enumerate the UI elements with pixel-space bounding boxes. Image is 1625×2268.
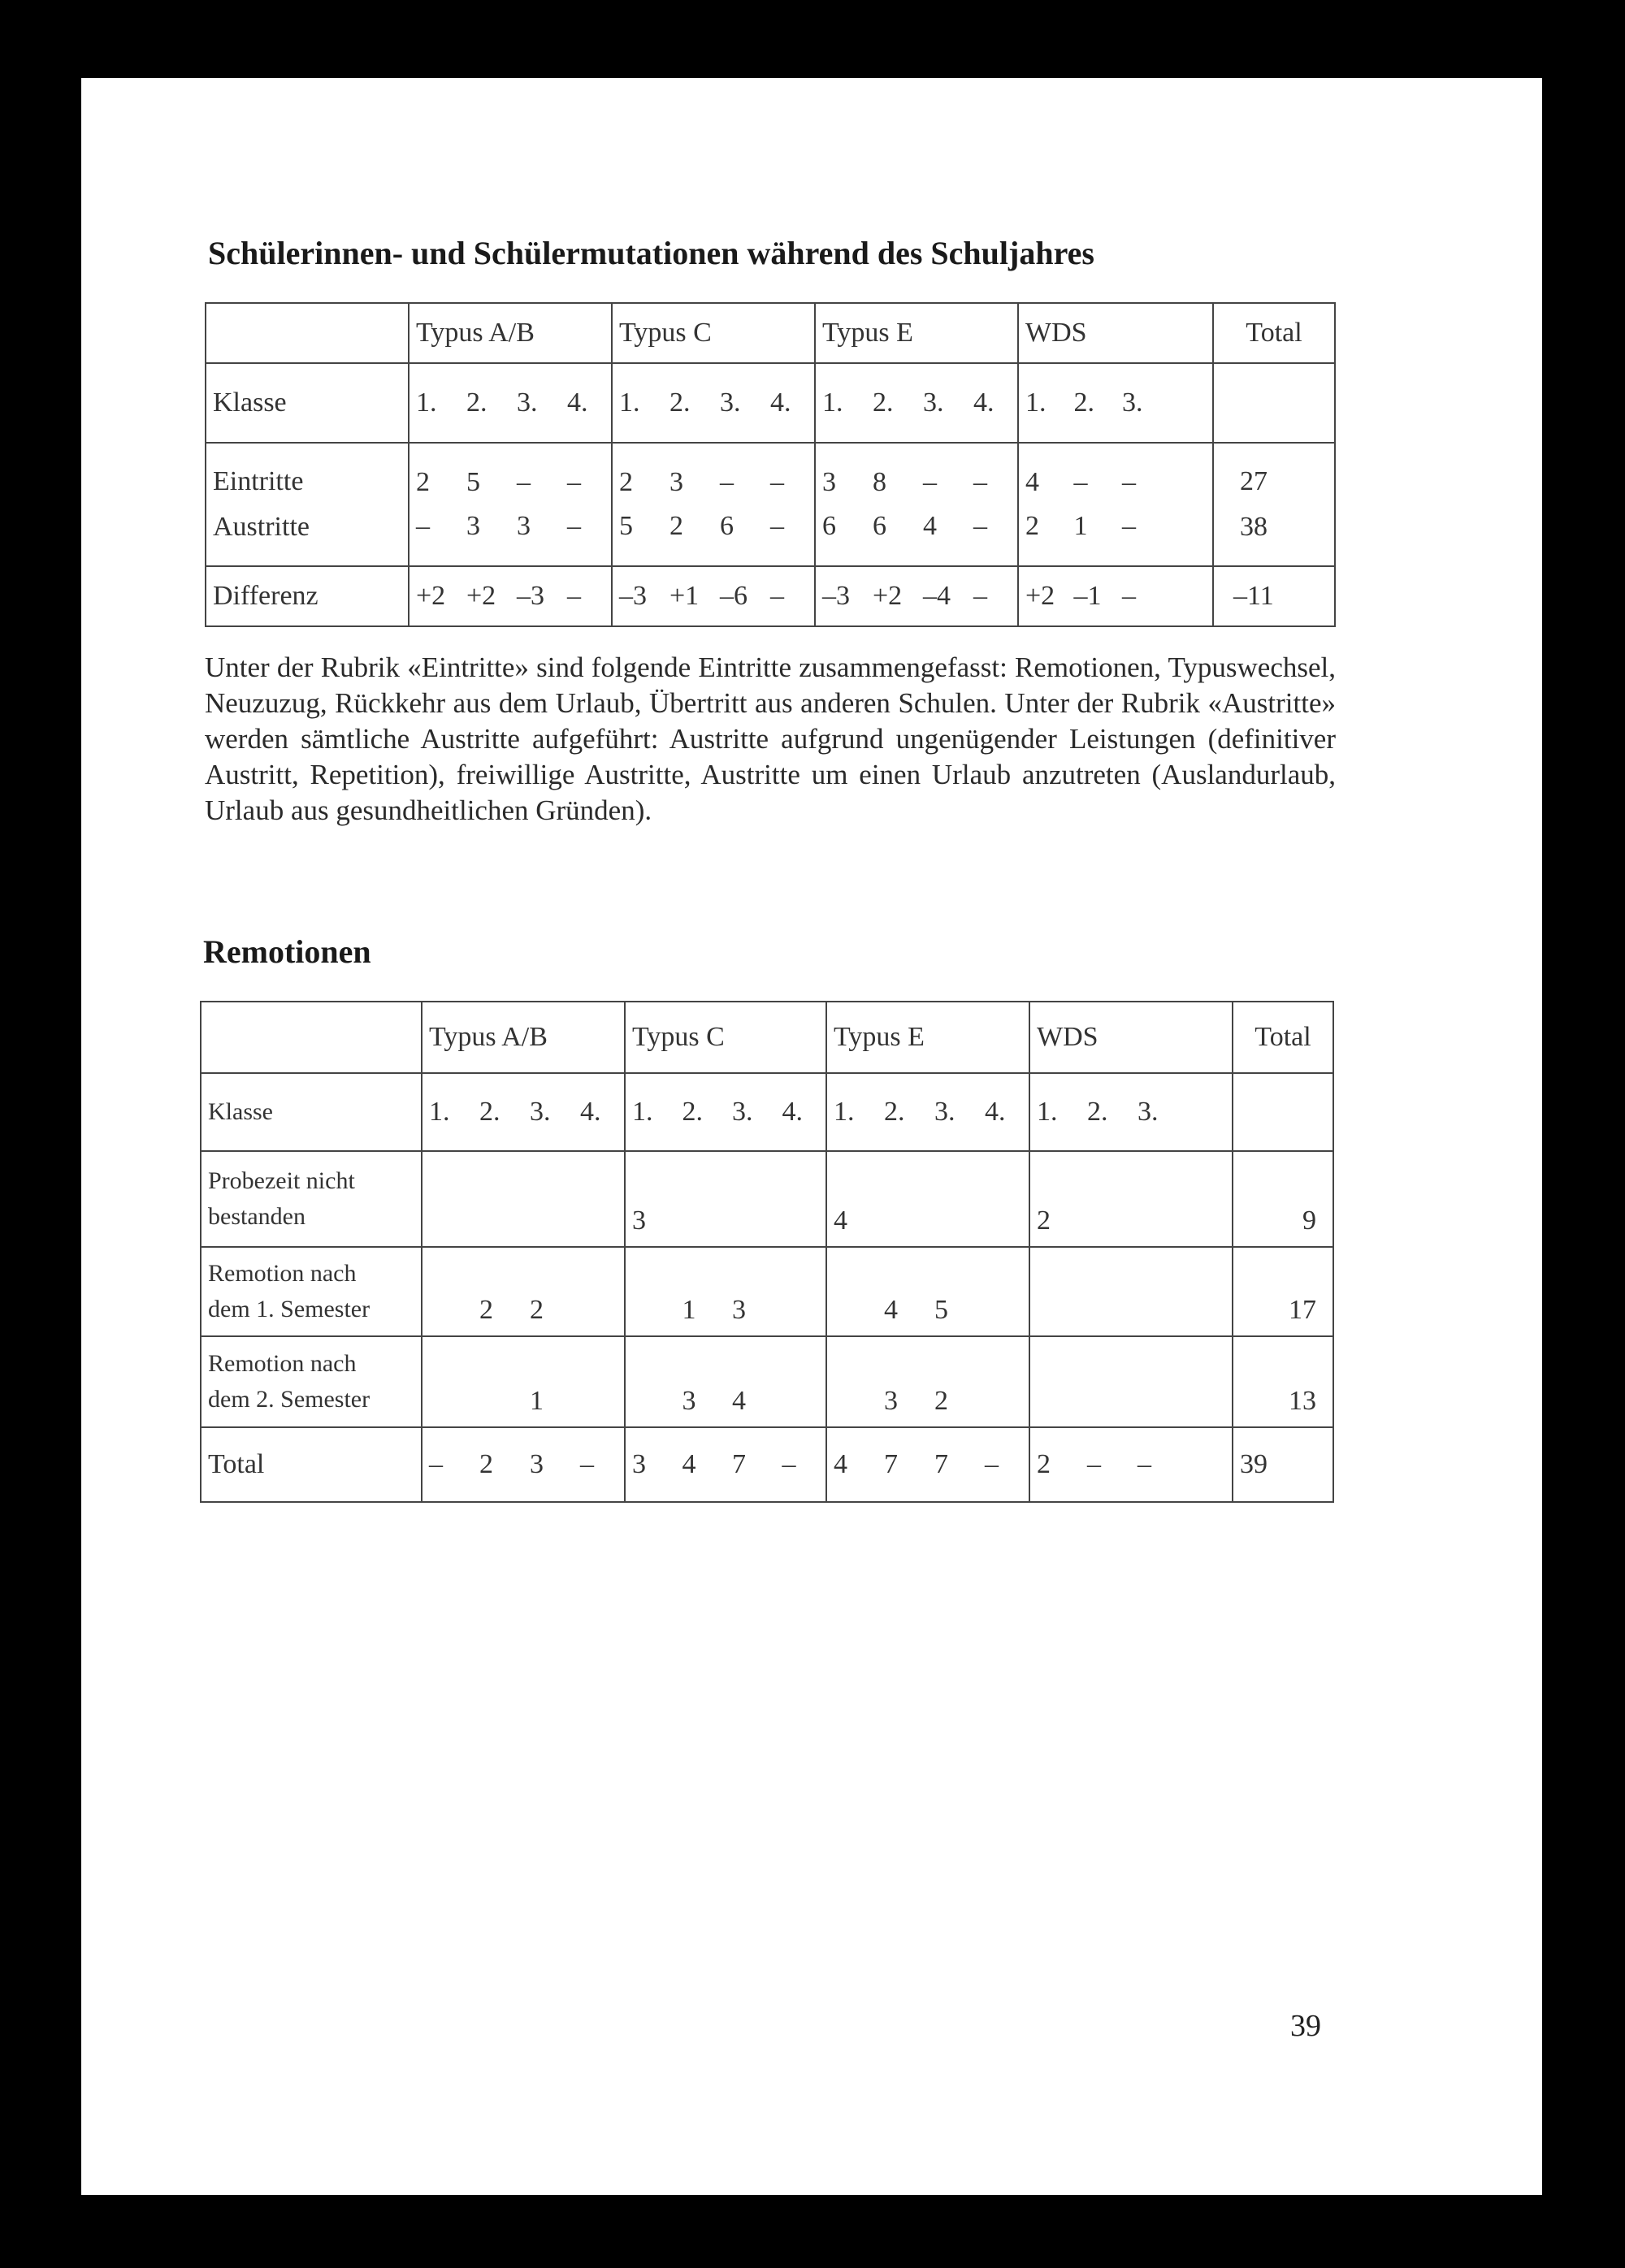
table-cell: –6 <box>720 581 748 611</box>
table-cell: 5 <box>619 511 633 541</box>
table-cell <box>574 1295 624 1326</box>
table-cell <box>473 1386 523 1417</box>
table-cell: 3. <box>517 387 538 418</box>
table-cell: 1. <box>632 1097 653 1127</box>
table-cell: 3 <box>517 511 531 541</box>
table-cell: 3 <box>466 511 480 541</box>
table-cell: – <box>1073 467 1088 497</box>
ein-aus-cell-ab <box>409 443 612 566</box>
table-cell: +2 <box>1025 581 1055 611</box>
row-label-total: Total <box>201 1427 422 1502</box>
ein-aus-cell-wds <box>1018 443 1213 566</box>
section-title-remotionen: Remotionen <box>203 933 371 970</box>
table-cell: 3 <box>822 467 836 497</box>
table-cell: – <box>1138 1449 1151 1479</box>
header-total: Total <box>1233 1002 1333 1073</box>
table-cell <box>676 1205 726 1236</box>
table-cell <box>978 1295 1029 1326</box>
table-cell: – <box>517 467 531 497</box>
table-cell: – <box>567 511 581 541</box>
table-cell: 6 <box>720 511 734 541</box>
table-cell: – <box>770 511 784 541</box>
table-cell: 2. <box>884 1097 905 1127</box>
remotion2-cell-c <box>625 1336 826 1427</box>
table-cell: 6 <box>822 511 836 541</box>
table-cell: –3 <box>619 581 647 611</box>
header-typus-ab: Typus A/B <box>409 303 612 363</box>
header-wds: WDS <box>1018 303 1213 363</box>
table-cell: 3 <box>732 1295 746 1325</box>
row-label-austritte: Austritte <box>213 512 310 542</box>
table-row-eintritte-austritte <box>206 443 1335 566</box>
table-cell: +2 <box>416 581 446 611</box>
table-cell: 3 <box>670 467 683 497</box>
table-cell: 7 <box>934 1449 948 1479</box>
row-label-klasse: Klasse <box>206 363 409 443</box>
document-page <box>81 78 1542 2195</box>
probezeit-cell-wds <box>1029 1151 1233 1247</box>
table-cell: 3. <box>1122 387 1143 418</box>
table-cell: 2 <box>530 1295 544 1325</box>
table-cell <box>1081 1205 1131 1236</box>
klasse-cell-c <box>625 1073 826 1151</box>
row-label-differenz: Differenz <box>206 566 409 626</box>
remotion1-cell-total: 17 <box>1233 1247 1333 1336</box>
table-cell: 4. <box>973 387 994 418</box>
row-label-remotion-2 <box>201 1336 422 1427</box>
table-row-klasse <box>206 363 1335 443</box>
table-cell: 1. <box>822 387 843 418</box>
table-cell: 1 <box>682 1295 696 1325</box>
total-austritte: 38 <box>1240 512 1268 542</box>
klasse-cell-ab <box>422 1073 625 1151</box>
table-cell: 5 <box>466 467 480 497</box>
table-cell: 2. <box>873 387 894 418</box>
table-cell <box>827 1386 878 1417</box>
table-row-differenz <box>206 566 1335 626</box>
header-wds: WDS <box>1029 1002 1233 1073</box>
table-header-row <box>201 1002 1333 1073</box>
probezeit-cell-e <box>826 1151 1029 1247</box>
table-cell: 2. <box>466 387 488 418</box>
table-cell: 4 <box>732 1386 746 1416</box>
probezeit-cell-c <box>625 1151 826 1247</box>
table-cell: 2 <box>1037 1205 1051 1236</box>
explanation-paragraph: Unter der Rubrik «Eintritte» sind folgende Eintritte zusammengefasst: Remotionen, Typuswechsel, Neuzuzug, Rückkehr aus dem Urlaub, Übertritt aus anderen Schulen. Unter der Rubrik «Austritte» werden sämtliche Austritte aufgeführt: Austritte aufgrund ungenügender Leistungen (definitiver Austritt, Repetition), freiwillige Austritte, Austritte um einen Urlaub anzutreten (Auslandurlaub, Urlaub aus gesundheitlichen Gründen). <box>205 651 1336 826</box>
table-cell: – <box>973 511 987 541</box>
klasse-cell-e <box>826 1073 1029 1151</box>
header-typus-c: Typus C <box>612 303 815 363</box>
table-cell: 2 <box>619 467 633 497</box>
klasse-cell-wds <box>1029 1073 1233 1151</box>
table-header-row <box>206 303 1335 363</box>
table-cell <box>776 1295 826 1326</box>
table-cell: 4. <box>770 387 791 418</box>
table-cell <box>1131 1205 1181 1236</box>
ein-aus-cell-total <box>1213 443 1335 566</box>
table-cell: – <box>923 467 937 497</box>
table-cell: 4 <box>682 1449 696 1479</box>
ein-aus-cell-c <box>612 443 815 566</box>
page-number: 39 <box>1290 2009 1321 2043</box>
table-cell: –4 <box>923 581 951 611</box>
klasse-cell-total <box>1233 1073 1333 1151</box>
row-label-probezeit <box>201 1151 422 1247</box>
table-row-remotion-2 <box>201 1336 1333 1427</box>
table-cell: 7 <box>884 1449 898 1479</box>
table-cell: 1. <box>1025 387 1046 418</box>
total-differenz: –11 <box>1233 581 1274 611</box>
table-cell: 4 <box>884 1295 898 1325</box>
table-cell: 3 <box>884 1386 898 1416</box>
klasse-cell-wds <box>1018 363 1213 443</box>
table-cell: 2. <box>1087 1097 1108 1127</box>
table-cell: 4 <box>834 1205 847 1236</box>
table-cell <box>422 1386 473 1417</box>
table-cell: 2. <box>682 1097 703 1127</box>
table-cell: – <box>416 511 430 541</box>
remotion1-cell-c <box>625 1247 826 1336</box>
table-cell: 3 <box>530 1449 544 1479</box>
table-cell: +1 <box>670 581 700 611</box>
table-cell: 8 <box>873 467 886 497</box>
table-cell: +2 <box>873 581 903 611</box>
header-typus-c: Typus C <box>625 1002 826 1073</box>
table-cell: 2 <box>670 511 683 541</box>
row-label-remotion-1 <box>201 1247 422 1336</box>
table-cell: 3. <box>530 1097 551 1127</box>
table-cell: – <box>567 467 581 497</box>
table-cell <box>928 1205 978 1236</box>
table-cell: 4 <box>1025 467 1039 497</box>
table-row-remotion-1 <box>201 1247 1333 1336</box>
table-cell: –1 <box>1073 581 1102 611</box>
header-typus-e: Typus E <box>826 1002 1029 1073</box>
table-cell: – <box>1122 511 1136 541</box>
total-cell-c <box>625 1427 826 1502</box>
header-cell-empty <box>206 303 409 363</box>
probezeit-cell-total: 9 <box>1233 1151 1333 1247</box>
table-cell: 4. <box>782 1097 803 1127</box>
table-cell: 1. <box>416 387 437 418</box>
probezeit-cell-ab <box>422 1151 625 1247</box>
header-typus-ab: Typus A/B <box>422 1002 625 1073</box>
table-cell: 3 <box>632 1205 646 1236</box>
table-cell: 2 <box>416 467 430 497</box>
table-cell: – <box>580 1449 594 1479</box>
ein-aus-cell-e <box>815 443 1018 566</box>
table-cell: 1. <box>429 1097 450 1127</box>
table-cell: 3. <box>732 1097 753 1127</box>
table-cell: 4 <box>923 511 937 541</box>
table-cell: – <box>985 1449 999 1479</box>
remotion2-cell-total: 13 <box>1233 1336 1333 1427</box>
row-label-line: Remotion nach <box>208 1350 357 1377</box>
row-label-klasse: Klasse <box>201 1073 422 1151</box>
table-cell: – <box>567 581 581 611</box>
total-cell-ab <box>422 1427 625 1502</box>
table-cell: – <box>720 467 734 497</box>
table-cell: 4 <box>834 1449 847 1479</box>
row-label-line: Probezeit nicht <box>208 1167 355 1194</box>
total-cell-total: 39 <box>1233 1427 1333 1502</box>
differenz-cell-e <box>815 566 1018 626</box>
table-cell: 1 <box>530 1386 544 1416</box>
table-cell: – <box>770 581 784 611</box>
table-cell: 1 <box>1073 511 1088 541</box>
klasse-cell-c <box>612 363 815 443</box>
table-cell <box>726 1205 776 1236</box>
table-cell: 3 <box>632 1449 646 1479</box>
row-label-ein-austritte <box>206 443 409 566</box>
table-row-probezeit <box>201 1151 1333 1247</box>
remotion1-cell-ab <box>422 1247 625 1336</box>
table-cell: – <box>1122 467 1136 497</box>
klasse-cell-e <box>815 363 1018 443</box>
differenz-cell-c <box>612 566 815 626</box>
differenz-cell-total <box>1213 566 1335 626</box>
table-row-klasse <box>201 1073 1333 1151</box>
remotion2-cell-wds <box>1029 1336 1233 1427</box>
table-cell: 3. <box>720 387 741 418</box>
table-cell: – <box>782 1449 796 1479</box>
table-cell: – <box>770 467 784 497</box>
table-cell: 3. <box>923 387 944 418</box>
table-cell: 2 <box>934 1386 948 1416</box>
table-cell: 2 <box>1037 1449 1051 1479</box>
table-cell: –3 <box>822 581 850 611</box>
total-eintritte: 27 <box>1240 466 1268 496</box>
row-label-line: bestanden <box>208 1203 306 1230</box>
table-cell: 4. <box>580 1097 601 1127</box>
table-cell: – <box>973 581 987 611</box>
differenz-cell-wds <box>1018 566 1213 626</box>
remotionen-table <box>200 1001 1334 1503</box>
table-cell: 3. <box>1138 1097 1159 1127</box>
row-label-eintritte: Eintritte <box>213 466 304 496</box>
mutationen-table <box>205 302 1336 627</box>
table-cell: – <box>1087 1449 1101 1479</box>
header-typus-e: Typus E <box>815 303 1018 363</box>
table-cell <box>422 1295 473 1326</box>
header-cell-empty <box>201 1002 422 1073</box>
remotion1-cell-wds <box>1029 1247 1233 1336</box>
table-cell <box>978 1386 1029 1417</box>
table-cell <box>878 1205 928 1236</box>
table-cell: 7 <box>732 1449 746 1479</box>
table-cell: 3 <box>682 1386 696 1416</box>
table-cell: 1. <box>619 387 640 418</box>
klasse-cell-total <box>1213 363 1335 443</box>
table-cell: 1. <box>834 1097 855 1127</box>
table-cell: 2. <box>1073 387 1094 418</box>
table-cell: – <box>429 1449 443 1479</box>
table-cell: 3. <box>934 1097 956 1127</box>
header-total: Total <box>1213 303 1335 363</box>
table-cell: 5 <box>934 1295 948 1325</box>
table-row-total <box>201 1427 1333 1502</box>
table-cell: 4. <box>985 1097 1006 1127</box>
table-cell <box>776 1205 826 1236</box>
row-label-line: dem 1. Semester <box>208 1296 370 1322</box>
section-title-mutationen: Schülerinnen- und Schülermutationen während des Schuljahres <box>208 235 1094 271</box>
table-cell <box>574 1386 624 1417</box>
table-cell: 2 <box>479 1295 493 1325</box>
differenz-cell-ab <box>409 566 612 626</box>
row-label-line: dem 2. Semester <box>208 1386 370 1413</box>
remotion2-cell-ab <box>422 1336 625 1427</box>
klasse-cell-ab <box>409 363 612 443</box>
table-cell <box>626 1295 676 1326</box>
table-cell: 4. <box>567 387 588 418</box>
table-cell: 2. <box>479 1097 500 1127</box>
table-cell <box>827 1295 878 1326</box>
table-cell: 2. <box>670 387 691 418</box>
total-cell-wds <box>1029 1427 1233 1502</box>
table-cell: –3 <box>517 581 544 611</box>
table-cell <box>978 1205 1029 1236</box>
table-cell: +2 <box>466 581 496 611</box>
remotion2-cell-e <box>826 1336 1029 1427</box>
table-cell: 2 <box>1025 511 1039 541</box>
table-cell: – <box>1122 581 1136 611</box>
table-cell: 6 <box>873 511 886 541</box>
total-cell-e <box>826 1427 1029 1502</box>
table-cell: – <box>973 467 987 497</box>
table-cell: 1. <box>1037 1097 1058 1127</box>
remotion1-cell-e <box>826 1247 1029 1336</box>
table-cell <box>626 1386 676 1417</box>
row-label-line: Remotion nach <box>208 1260 357 1287</box>
table-cell <box>776 1386 826 1417</box>
table-cell: 2 <box>479 1449 493 1479</box>
